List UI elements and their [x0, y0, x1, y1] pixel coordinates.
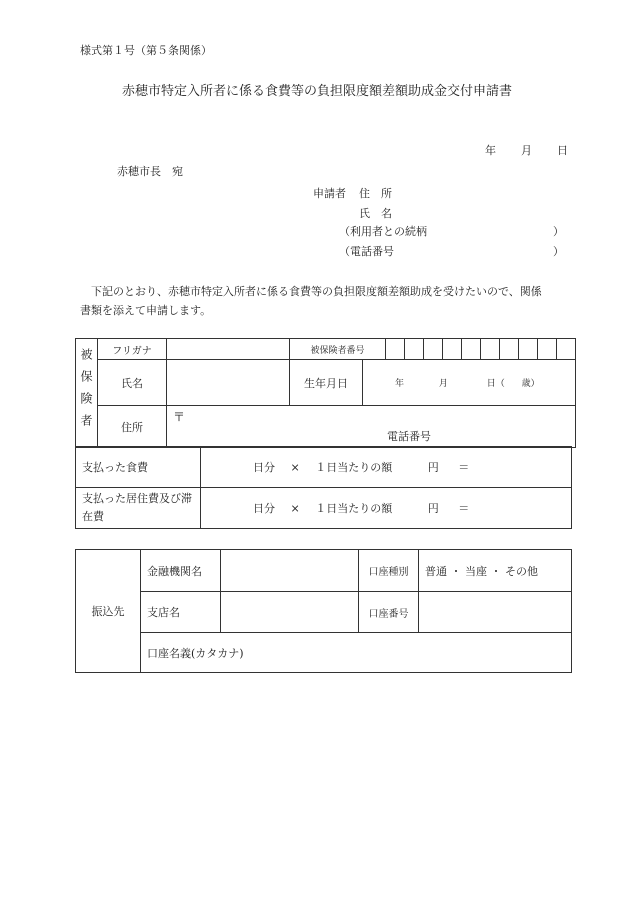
bank-name-label: 金融機関名: [141, 550, 221, 592]
applicant-name-label: 氏 名: [359, 207, 392, 220]
lodging-times: ×: [290, 502, 300, 515]
expense-table: [75, 446, 572, 529]
address-label: 住所: [98, 406, 167, 448]
food-times: ×: [290, 461, 300, 474]
insured-number-digit[interactable]: [538, 339, 557, 360]
body-text-line2: 書類を添えて申請します。: [80, 304, 212, 317]
applicant-label: 申請者: [313, 187, 346, 200]
bank-table: [75, 549, 572, 673]
insured-number-label: 被保険者番号: [290, 339, 386, 360]
date-year: 年: [485, 144, 496, 157]
birthdate-field[interactable]: [363, 360, 576, 406]
applicant-phone-label: （電話番号: [339, 245, 394, 258]
birth-age-label: 歳）: [521, 379, 540, 389]
phone-label: 電話番号: [387, 430, 431, 443]
insured-number-digit[interactable]: [462, 339, 481, 360]
food-equals: ＝: [458, 461, 470, 474]
lodging-equals: ＝: [458, 502, 470, 515]
food-yen: 円: [427, 461, 439, 474]
bank-name-field[interactable]: [221, 550, 359, 592]
postal-mark: 〒: [173, 410, 186, 424]
insured-number-digit[interactable]: [481, 339, 500, 360]
insured-number-digit[interactable]: [500, 339, 519, 360]
date-day: 日: [557, 144, 568, 157]
name-label: 氏名: [98, 360, 167, 406]
insured-number-digit[interactable]: [386, 339, 405, 360]
insured-number-digit[interactable]: [519, 339, 538, 360]
lodging-paid-label: [76, 488, 201, 529]
relation-close-paren: ）: [553, 225, 564, 238]
birth-month-label: 月: [438, 379, 448, 389]
form-title: 赤穂市特定入所者に係る食費等の負担限度額差額助成金交付申請書: [122, 84, 513, 99]
addressee: 赤穂市長 宛: [117, 165, 183, 178]
address-field[interactable]: [167, 406, 576, 448]
bank-side-label: 振込先: [76, 550, 141, 673]
lodging-yen: 円: [427, 502, 439, 515]
insured-number-digit[interactable]: [443, 339, 462, 360]
insured-side-label: 被保険者: [79, 347, 93, 436]
form-number: 様式第１号（第５条関係）: [80, 44, 212, 57]
phone-close-paren: ）: [553, 245, 564, 258]
account-number-field[interactable]: [419, 592, 572, 633]
food-per-day: １日当たりの額: [315, 461, 393, 474]
applicant-address-label: 住 所: [359, 187, 392, 200]
lodging-calc-row[interactable]: [201, 488, 572, 529]
branch-name-field[interactable]: [221, 592, 359, 633]
account-type-label: 口座種別: [359, 550, 419, 592]
applicant-relation-label: （利用者との続柄: [339, 225, 427, 238]
birth-day-label: 日（: [486, 379, 505, 389]
lodging-paid-text: 支払った居住費及び滞在費: [82, 492, 192, 523]
lodging-days: 日分: [253, 502, 275, 515]
account-number-label: 口座番号: [359, 592, 419, 633]
furigana-field[interactable]: [167, 339, 290, 360]
insured-table: [75, 338, 576, 448]
food-calc-row[interactable]: [201, 447, 572, 488]
furigana-label: フリガナ: [98, 339, 167, 360]
birth-year-label: 年: [395, 379, 405, 389]
account-holder-label: 口座名義(カタカナ): [147, 646, 244, 660]
food-paid-label: 支払った食費: [76, 447, 201, 488]
insured-number-digit[interactable]: [424, 339, 443, 360]
lodging-per-day: １日当たりの額: [315, 502, 393, 515]
name-field[interactable]: [167, 360, 290, 406]
account-holder-field[interactable]: [141, 633, 572, 673]
body-text-line1: 下記のとおり、赤穂市特定入所者に係る食費等の負担限度額差額助成を受けたいので、関係: [91, 285, 542, 298]
food-days: 日分: [253, 461, 275, 474]
insured-side-label-cell: [76, 339, 98, 448]
account-type-options[interactable]: 普通 ・ 当座 ・ その他: [419, 550, 572, 592]
birthdate-label: 生年月日: [290, 360, 363, 406]
branch-name-label: 支店名: [141, 592, 221, 633]
insured-number-digit[interactable]: [557, 339, 576, 360]
insured-number-digit[interactable]: [405, 339, 424, 360]
date-month: 月: [521, 144, 532, 157]
